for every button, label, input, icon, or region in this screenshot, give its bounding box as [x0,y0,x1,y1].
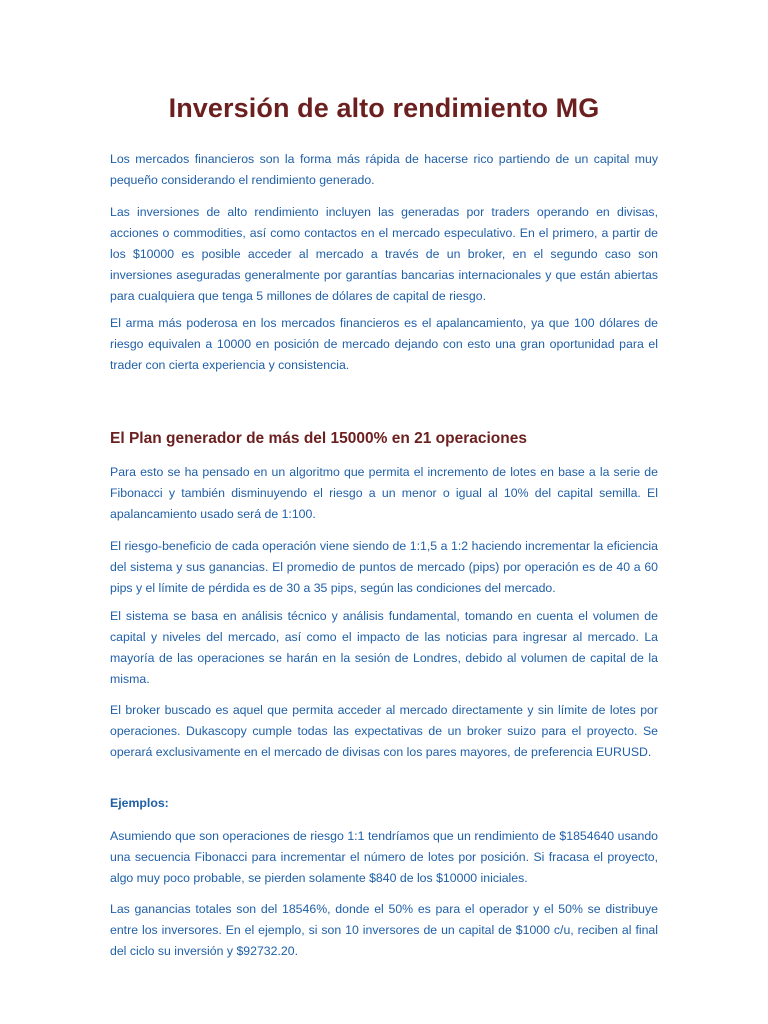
section-paragraph-4: El broker buscado es aquel que permita acceder al mercado directamente y sin límite de lotes por operaciones. Dukascopy cumple todas las expectativas de un broker suizo para el proyecto. Se operará exclusivamente en el mercado de divisas con los pares mayores, de preferencia EURUSD. [110,703,658,759]
section-heading: El Plan generador de más del 15000% en 21 operaciones [110,430,527,447]
example-paragraph-2: Las ganancias totales son del 18546%, donde el 50% es para el operador y el 50% se distribuye entre los inversores. En el ejemplo, si son 10 inversores de un capital de $1000 c/u, reciben al final del ciclo su inversión y $92732.20. [110,902,658,958]
document-title: Inversión de alto rendimiento MG [168,93,600,123]
intro-paragraph-1: Los mercados financieros son la forma más rápida de hacerse rico partiendo de un capital muy pequeño considerando el rendimiento generado. [110,152,658,187]
examples-heading: Ejemplos: [110,796,169,810]
section-paragraph-1: Para esto se ha pensado en un algoritmo que permita el incremento de lotes en base a la serie de Fibonacci y también disminuyendo el riesgo a un menor o igual al 10% del capital semilla. El apalancamiento usado será de 1:100. [110,465,658,521]
section-paragraph-3: El sistema se basa en análisis técnico y análisis fundamental, tomando en cuenta el volumen de capital y niveles del mercado, así como el impacto de las noticias para ingresar al mercado. La mayoría de las operaciones se harán en la sesión de Londres, debido al volumen de capital de la misma. [110,609,658,686]
section-paragraph-2: El riesgo-beneficio de cada operación viene siendo de 1:1,5 a 1:2 haciendo incrementar la eficiencia del sistema y sus ganancias. El promedio de puntos de mercado (pips) por operación es de 40 a 60 pips y el límite de pérdida es de 30 a 35 pips, según las condiciones del mercado. [110,539,658,595]
intro-paragraph-2: Las inversiones de alto rendimiento incluyen las generadas por traders operando en divisas, acciones o commodities, así como contactos en el mercado especulativo. En el primero, a partir de los $10000 es posible acceder al mercado a través de un broker, en el segundo caso son inversiones aseguradas generalmente por garantías bancarias internacionales y que están abiertas para cualquiera que tenga 5 millones de dólares de capital de riesgo. [110,205,658,303]
intro-paragraph-3: El arma más poderosa en los mercados financieros es el apalancamiento, ya que 100 dólares de riesgo equivalen a 10000 en posición de mercado dejando con esto una gran oportunidad para el trader con cierta experiencia y consistencia. [110,316,658,372]
example-paragraph-1: Asumiendo que son operaciones de riesgo 1:1 tendríamos que un rendimiento de $1854640 usando una secuencia Fibonacci para incrementar el número de lotes por posición. Si fracasa el proyecto, algo muy poco probable, se pierden solamente $840 de los $10000 iniciales. [110,829,658,885]
